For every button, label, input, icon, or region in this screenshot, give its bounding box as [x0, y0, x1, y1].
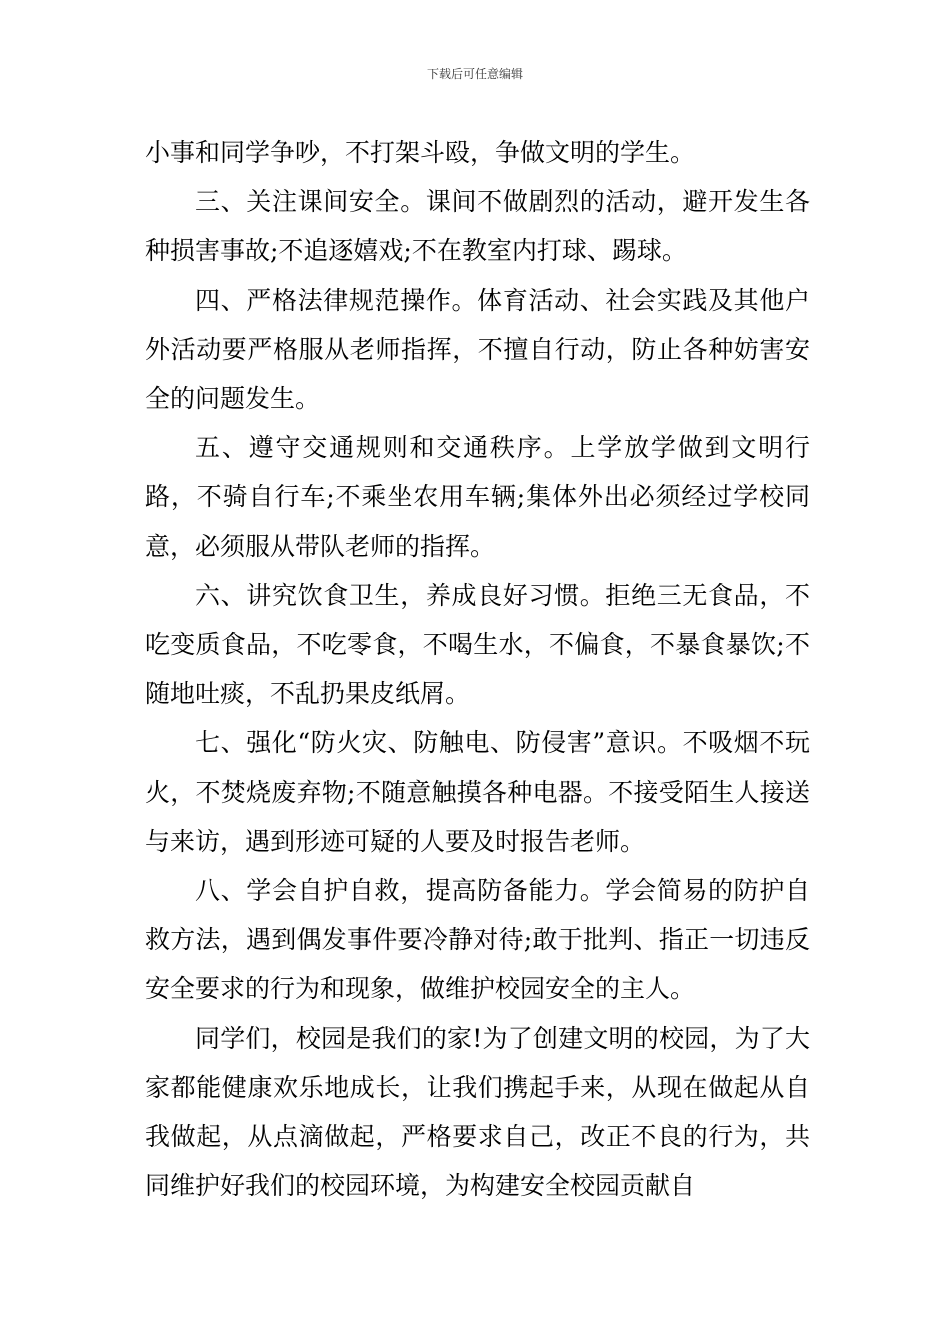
paragraph-item-3: 三、关注课间安全。课间不做剧烈的活动，避开发生各种损害事故;不追逐嬉戏;不在教室内打球、踢球。: [145, 187, 810, 266]
paragraph-item-5: 五、遵守交通规则和交通秩序。上学放学做到文明行路，不骑自行车;不乘坐农用车辆;集体外出必须经过学校同意，必须服从带队老师的指挥。: [145, 433, 810, 561]
paragraph-item-4: 四、严格法律规范操作。体育活动、社会实践及其他户外活动要严格服从老师指挥，不擅自行动，防止各种妨害安全的问题发生。: [145, 285, 810, 414]
header-note: 下载后可任意编辑: [426, 67, 523, 81]
paragraph-closing: 同学们，校园是我们的家!为了创建文明的校园，为了大家都能健康欢乐地成长，让我们携起手来，从现在做起从自我做起，从点滴做起，严格要求自己，改正不良的行为，共同维护好我们的校园环境，为构建安全校园贡献自: [145, 1023, 810, 1201]
paragraph-item-8: 八、学会自护自救，提高防备能力。学会简易的防护自救方法，遇到偶发事件要冷静对待;敢于批判、指正一切违反安全要求的行为和现象，做维护校园安全的主人。: [145, 876, 810, 1004]
paragraph-item-7: 七、强化“防火灾、防触电、防侵害”意识。不吸烟不玩火，不焚烧废弃物;不随意触摸各种电器。不接受陌生人接送与来访，遇到形迹可疑的人要及时报告老师。: [145, 728, 810, 856]
document-body: [145, 128, 810, 1210]
paragraph-item-6: 六、讲究饮食卫生，养成良好习惯。拒绝三无食品，不吃变质食品，不吃零食，不喝生水，不偏食，不暴食暴饮;不随地吐痰，不乱扔果皮纸屑。: [145, 580, 810, 709]
paragraph-continuation: 小事和同学争吵，不打架斗殴，争做文明的学生。: [145, 138, 696, 167]
